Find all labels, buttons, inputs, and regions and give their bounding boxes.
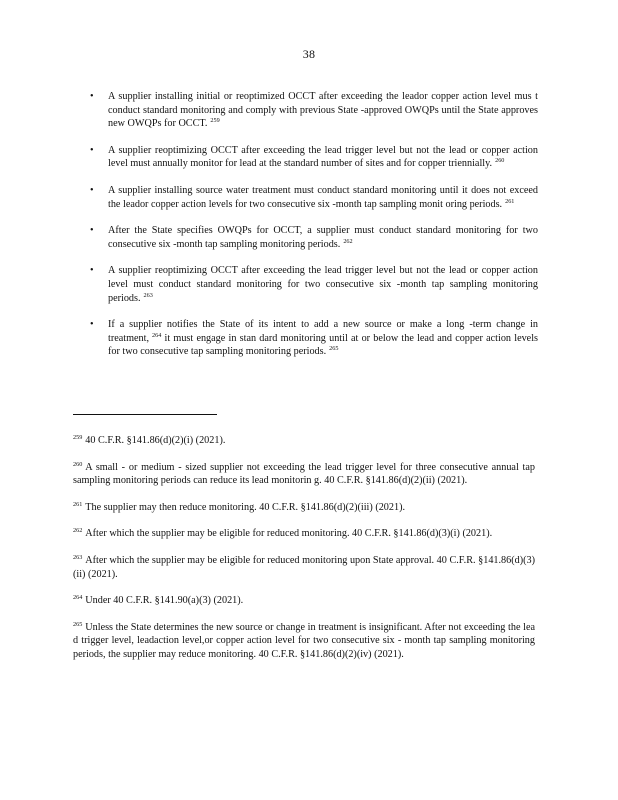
footnote: [73, 501, 535, 515]
bullet-icon: •: [90, 265, 94, 277]
page-number: 38: [302, 47, 316, 61]
bullet-text: it must engage in stan dard monitoring until at or below the lead and copper action levels for two consecutive tap sampling monitoring periods.: [108, 332, 539, 358]
footnote-text: After which the supplier may be eligible for reduced monitoring upon State approval. 40 C.F.R. §141.86(d)(3)(ii) (2021).: [73, 554, 535, 580]
footnote-text: The supplier may then reduce monitoring. 40 C.F.R. §141.86(d)(2)(iii) (2021).: [85, 501, 406, 513]
bullet-icon: •: [90, 225, 94, 237]
bullet-text: A supplier installing initial or reoptimized OCCT after exceeding the leador copper action level mus t conduct standard monitoring and comply with previous State -approved OWQPs until the State approves new OWQPs for OCCT.: [108, 91, 538, 130]
footnote-number: 265: [73, 620, 83, 628]
bullet-icon: •: [90, 184, 94, 196]
footnote: [73, 554, 535, 581]
footnote: [73, 527, 535, 541]
bullet-text: After the State specifies OWQPs for OCCT, a supplier must conduct standard monitoring for two consecutive six -month tap sampling monitoring periods.: [108, 225, 538, 250]
list-item: [90, 264, 538, 305]
bullet-text: If a supplier notifies the State of its intent to add a new source or make a long -term change in treatment,: [108, 319, 538, 344]
footnote-text: Under 40 C.F.R. §141.90(a)(3) (2021).: [85, 595, 244, 607]
footnote-number: 259: [73, 434, 83, 441]
bullet-icon: •: [90, 144, 94, 156]
footnote-number: 264: [73, 594, 83, 602]
footnote-divider: [73, 414, 217, 415]
list-item: [90, 90, 538, 131]
footnote-number: 261: [73, 500, 83, 508]
footnote-text: Unless the State determines the new source or change in treatment is insignificant. After not exceeding the lea d trigger level, leadaction level,or copper action level for two consecutive six - month tap sampling monitoring periods, the supplier may reduce monitoring. 40 C.F.R. §141.86(d)(2)(iv) (2021).: [73, 621, 535, 660]
list-item: [90, 318, 538, 359]
footnote-number: 260: [73, 460, 83, 468]
footnote: [73, 621, 535, 662]
bullet-text: A supplier reoptimizing OCCT after exceeding the lead trigger level but not the lead or copper action level must conduct standard monitoring for two consecutive six -month tap sampling monitoring periods.: [108, 265, 538, 304]
footnote-text: A small - or medium - sized supplier not exceeding the lead trigger level for three consecutive annual tap sampling monitoring periods can reduce its lead monitorin g. 40 C.F.R. §141.86(d)(2)(ii) (2021).: [73, 461, 535, 487]
footnote-text: 40 C.F.R. §141.86(d)(2)(i) (2021).: [85, 435, 226, 446]
footnote-ref[interactable]: 260: [495, 157, 505, 165]
footnote: [73, 594, 535, 608]
bullet-icon: •: [90, 91, 94, 102]
footnote: [73, 461, 535, 488]
footnote-ref[interactable]: 265: [329, 345, 339, 353]
footnote-ref[interactable]: 261: [505, 197, 515, 205]
footnote-number: 262: [73, 527, 83, 535]
bullet-icon: •: [90, 319, 94, 331]
bullet-list: [90, 90, 538, 359]
footnote-ref[interactable]: 262: [343, 237, 353, 245]
footnote-text: After which the supplier may be eligible for reduced monitoring. 40 C.F.R. §141.86(d)(3)(i) (2021).: [85, 528, 493, 540]
list-item: [90, 224, 538, 251]
list-item: [90, 184, 538, 211]
footnote-ref[interactable]: 263: [143, 291, 153, 299]
list-item: [90, 144, 538, 171]
bullet-text: A supplier installing source water treatment must conduct standard monitoring until it does not exceed the leador copper action levels for two consecutive six -month tap sampling monit oring periods.: [108, 184, 538, 210]
footnote-ref[interactable]: 264: [152, 331, 162, 339]
footnote-ref[interactable]: 259: [210, 117, 220, 125]
footnote: [73, 434, 535, 448]
footnote-number: 263: [73, 553, 83, 561]
bullet-text: A supplier reoptimizing OCCT after exceeding the lead trigger level but not the lead or copper action level must annually monitor for lead at the standard number of sites and for copper triennially.: [108, 144, 538, 170]
footnotes: [73, 434, 535, 662]
